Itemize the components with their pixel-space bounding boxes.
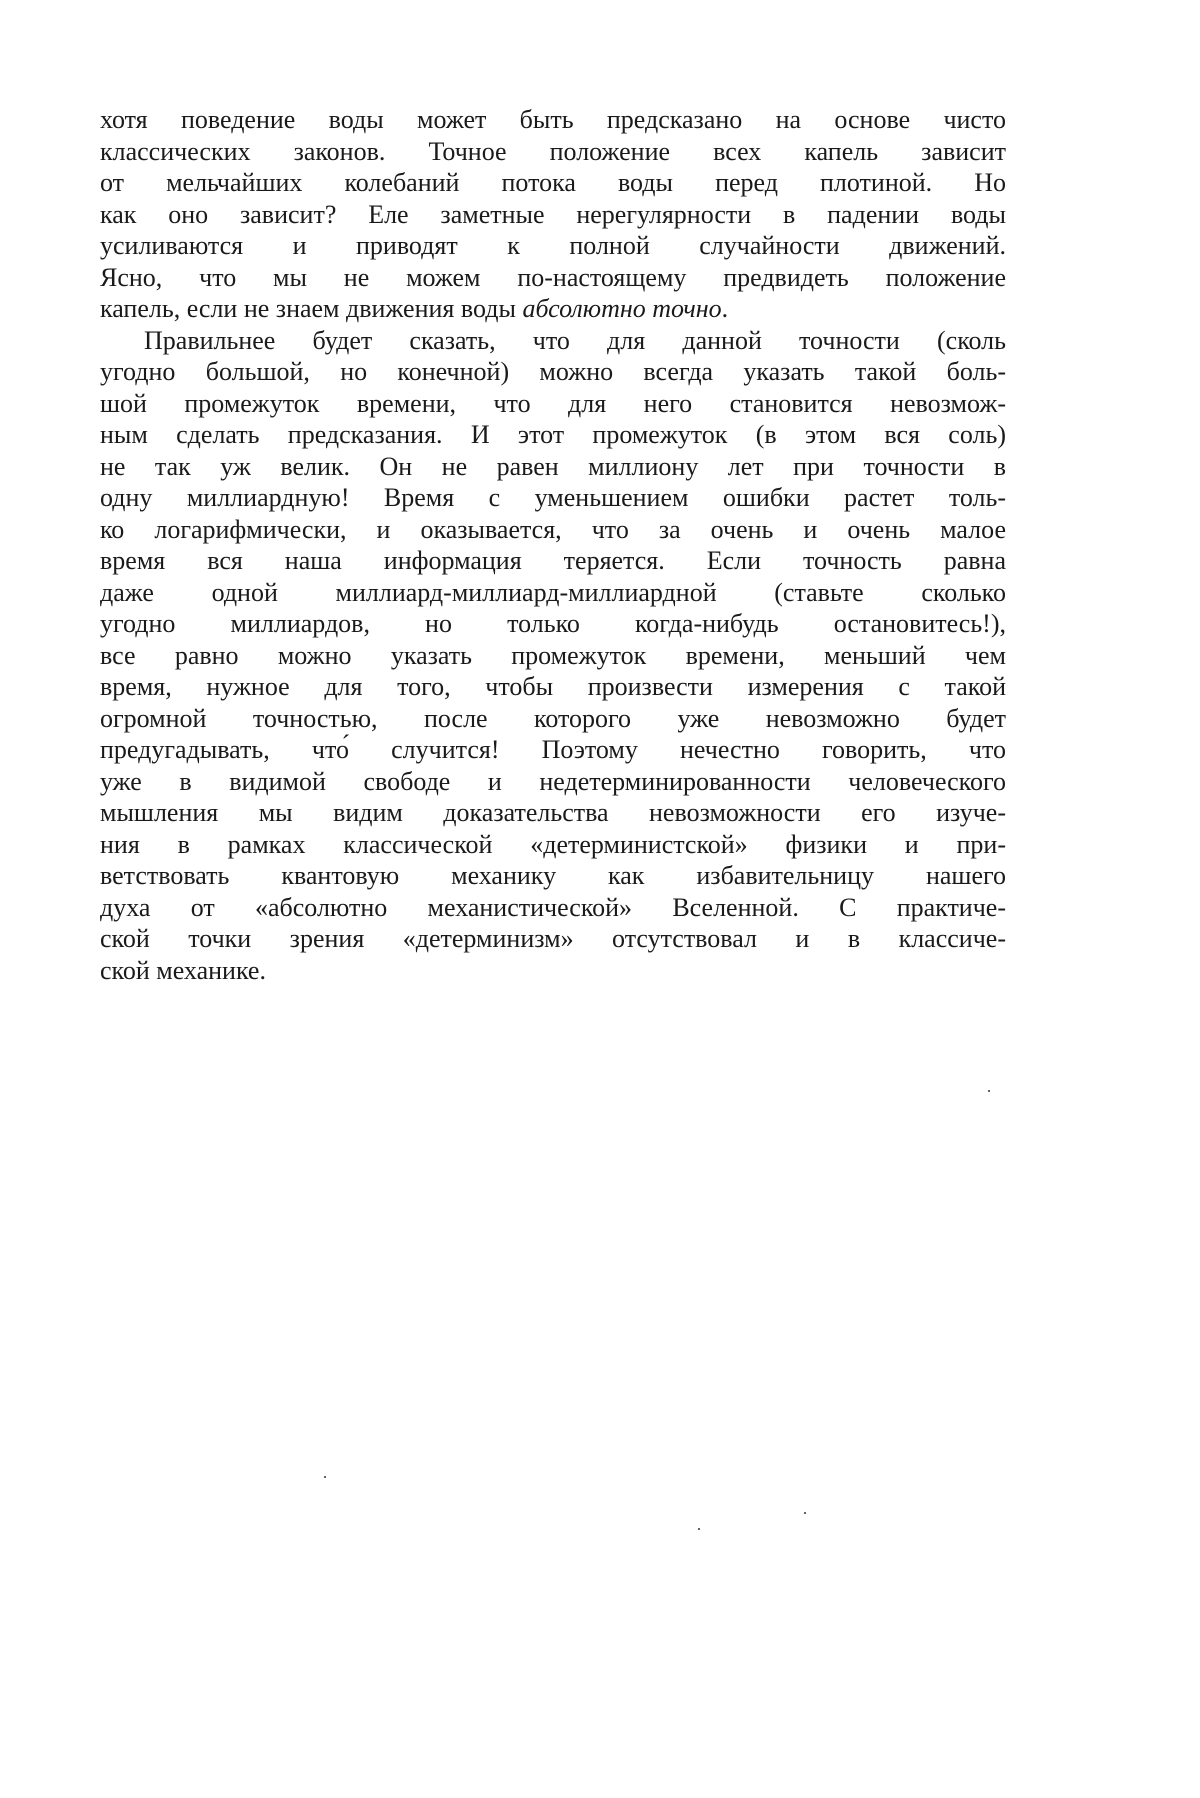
text-line: не так уж велик. Он не равен миллиону лет при точности в [100,451,1006,481]
text-line: огромной точностью, после которого уже невозможно будет [100,703,1006,733]
text-line: хотя поведение воды может быть предсказано на основе чисто [100,105,1006,134]
scan-speck [804,1512,806,1514]
text-line: все равно можно указать промежуток времени, меньший чем [100,640,1006,670]
text-span: капель, если не знаем движения воды [100,294,523,323]
emphasis-text: абсолютно точно [522,294,722,323]
text-span: . [721,294,729,323]
text-line: угодно миллиардов, но только когда-нибудь остановитесь!), [100,609,1006,638]
text-line: время, нужное для того, чтобы произвести измерения с такой [100,672,1006,701]
text-line: шой промежуток времени, что для него становится невозмож- [100,388,1006,418]
text-line: даже одной миллиард-миллиард-миллиардной (ставьте сколько [100,577,1006,607]
text-line: как оно зависит? Еле заметные нерегулярности в падении воды [100,199,1006,229]
text-line: Правильнее будет сказать, что для данной точности (сколь [144,325,1006,355]
paragraph-2 [100,325,1006,987]
text-line: угодно большой, но конечной) можно всегда указать такой боль- [100,357,1006,386]
scan-speck [988,1090,990,1092]
scan-speck [324,1476,326,1478]
text-line: ветствовать квантовую механику как избавительницу нашего [100,861,1006,890]
body-text [100,104,1006,986]
text-line: духа от «абсолютно механистической» Вселенной. С практиче- [100,892,1006,922]
text-line-last: ской механике. [100,955,266,985]
text-line: усиливаются и приводят к полной случайности движений. [100,231,1006,260]
text-line: Ясно, что мы не можем по-настоящему предвидеть положение [100,262,1006,292]
text-line: от мельчайших колебаний потока воды перед плотиной. Но [100,168,1006,197]
text-line: предугадывать, что́ случится! Поэтому нечестно говорить, что [100,735,1006,764]
text-line: ской точки зрения «детерминизм» отсутствовал и в классиче- [100,924,1006,953]
text-line: ным сделать предсказания. И этот промежуток (в этом вся соль) [100,420,1006,449]
text-line: время вся наша информация теряется. Если точность равна [100,546,1006,575]
text-line: ко логарифмически, и оказывается, что за очень и очень малое [100,514,1006,544]
text-line: мышления мы видим доказательства невозможности его изуче- [100,798,1006,827]
text-line: ния в рамках классической «детерминистской» физики и при- [100,829,1006,859]
scan-speck [698,1528,700,1530]
text-line: уже в видимой свободе и недетерминированности человеческого [100,766,1006,796]
paragraph-1 [100,104,1006,325]
text-line: одну миллиардную! Время с уменьшением ошибки растет толь- [100,483,1006,512]
text-line: классических законов. Точное положение всех капель зависит [100,136,1006,166]
text-line-last [100,293,1006,325]
